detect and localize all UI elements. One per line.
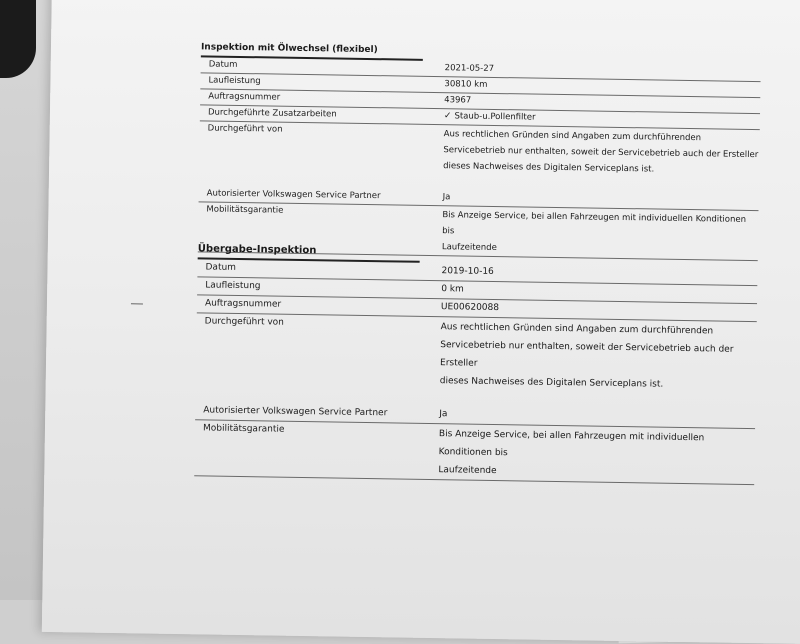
row-value: 30810 km <box>444 79 488 90</box>
row-value-line: Laufzeitende <box>441 242 497 254</box>
row-value: 2021-05-27 <box>444 63 495 74</box>
row-label: Datum <box>208 59 238 70</box>
row-label: Mobilitätsgarantie <box>202 423 285 435</box>
row-label: Laufleistung <box>208 75 261 87</box>
row-value: UE00620088 <box>440 302 500 314</box>
row-value-line: Aus rechtlichen Gründen sind Angaben zum durchführenden <box>440 322 714 337</box>
row-label: Laufleistung <box>205 280 261 292</box>
row-label: Autorisierter Volkswagen Service Partner <box>206 188 381 202</box>
section-title: Übergabe-Inspektion <box>197 243 317 257</box>
row-label: Mobilitätsgarantie <box>206 204 284 216</box>
row-value-text: Staub-u.Pollenfilter <box>454 111 536 123</box>
check-icon: ✓ <box>443 111 452 122</box>
row-value: 43967 <box>444 95 472 106</box>
row-value-line: Servicebetrieb nur enthalten, soweit der Servicebetrieb auch der Ersteller <box>443 145 759 161</box>
row-value: Ja <box>442 192 451 203</box>
row-value <box>438 424 755 484</box>
section-inspection <box>198 34 761 261</box>
row-value-line: Bis Anzeige Service, bei allen Fahrzeugen mit individuellen Konditionen bis <box>438 429 705 459</box>
row-label: Durchgeführt von <box>207 123 283 135</box>
row-label: Durchgeführte Zusatzarbeiten <box>207 107 337 120</box>
row-durchgefuehrt-von <box>199 121 760 179</box>
row-label: Datum <box>205 262 237 273</box>
row-value <box>440 317 757 395</box>
row-value-line: Servicebetrieb nur enthalten, soweit der Servicebetrieb auch der Ersteller <box>439 340 734 369</box>
row-label: Auftragsnummer <box>208 91 281 103</box>
margin-dash <box>131 303 143 304</box>
section-title: Inspektion mit Ölwechsel (flexibel) <box>200 42 378 56</box>
row-value-line: Laufzeitende <box>438 465 497 477</box>
row-value-line: dieses Nachweises des Digitalen Serviceplans ist. <box>439 376 664 390</box>
row-mobilitaetsgarantie <box>194 420 755 485</box>
section-handover-inspection <box>194 236 758 485</box>
row-value-line: Bis Anzeige Service, bei allen Fahrzeugen mit individuellen Konditionen bis <box>442 210 747 237</box>
row-durchgefuehrt-von <box>196 313 757 395</box>
row-value: 2019-10-16 <box>441 266 494 277</box>
service-document <box>42 0 800 644</box>
row-label: Auftragsnummer <box>204 298 282 310</box>
section-title-wrap <box>198 236 420 262</box>
row-value-line: Aus rechtlichen Gründen sind Angaben zum durchführenden <box>443 129 702 144</box>
row-value <box>443 125 760 179</box>
row-label: Autorisierter Volkswagen Service Partner <box>203 405 388 419</box>
row-value: Ja <box>439 409 448 420</box>
row-label: Durchgeführt von <box>204 316 285 328</box>
section-title-wrap <box>201 34 423 60</box>
row-value: 0 km <box>441 284 464 295</box>
row-value-line: dieses Nachweises des Digitalen Serviceplans ist. <box>443 161 655 175</box>
